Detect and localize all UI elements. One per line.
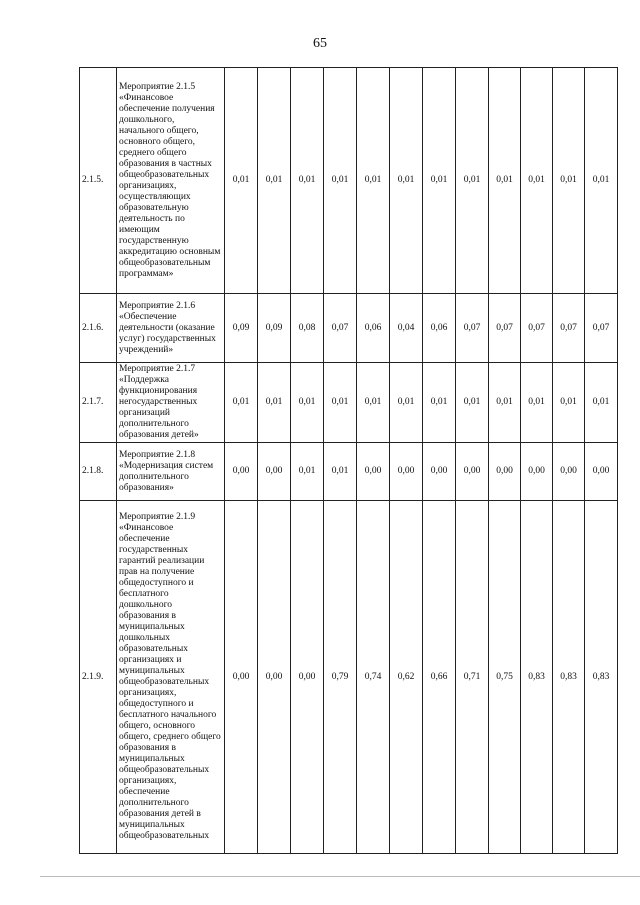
value-cell: 0,07: [456, 294, 489, 363]
row-number: 2.1.7.: [80, 363, 117, 443]
value-cell: 0,83: [521, 501, 553, 854]
value-cell: 0,01: [291, 443, 324, 501]
value-cell: 0,01: [225, 68, 258, 294]
value-cell: 0,00: [585, 443, 618, 501]
row-number: 2.1.5.: [80, 68, 117, 294]
value-cell: 0,01: [585, 363, 618, 443]
value-cell: 0,01: [258, 68, 291, 294]
table-body: [80, 68, 618, 854]
value-cell: 0,00: [291, 501, 324, 854]
value-cell: 0,01: [258, 363, 291, 443]
table-row: [80, 443, 618, 501]
row-number: 2.1.8.: [80, 443, 117, 501]
value-cell: 0,01: [521, 68, 553, 294]
value-cell: 0,00: [456, 443, 489, 501]
table-row: [80, 294, 618, 363]
measure-description: Мероприятие 2.1.8 «Модернизация систем дополнительного образования»: [117, 443, 225, 501]
measure-description: Мероприятие 2.1.5 «Финансовое обеспечение получения дошкольного, начального общего, основного общего, среднего общего образования в частных общеобразовательных организациях, осуществляющих образовательную деятельность по имеющим государственную аккредитацию основным общеобразовательным программам»: [117, 68, 225, 294]
value-cell: 0,07: [521, 294, 553, 363]
value-cell: 0,62: [390, 501, 423, 854]
value-cell: 0,01: [423, 363, 456, 443]
value-cell: 0,71: [456, 501, 489, 854]
value-cell: 0,07: [585, 294, 618, 363]
value-cell: 0,83: [585, 501, 618, 854]
value-cell: 0,07: [324, 294, 357, 363]
value-cell: 0,01: [357, 68, 390, 294]
value-cell: 0,01: [324, 68, 357, 294]
table-row: [80, 363, 618, 443]
value-cell: 0,01: [291, 363, 324, 443]
value-cell: 0,00: [225, 501, 258, 854]
value-cell: 0,75: [489, 501, 521, 854]
value-cell: 0,01: [456, 363, 489, 443]
value-cell: 0,01: [324, 443, 357, 501]
value-cell: 0,04: [390, 294, 423, 363]
value-cell: 0,01: [423, 68, 456, 294]
value-cell: 0,01: [225, 363, 258, 443]
value-cell: 0,01: [291, 68, 324, 294]
row-number: 2.1.9.: [80, 501, 117, 854]
value-cell: 0,07: [553, 294, 585, 363]
value-cell: 0,01: [390, 68, 423, 294]
value-cell: 0,00: [258, 443, 291, 501]
value-cell: 0,00: [258, 501, 291, 854]
value-cell: 0,00: [357, 443, 390, 501]
value-cell: 0,08: [291, 294, 324, 363]
value-cell: 0,00: [489, 443, 521, 501]
value-cell: 0,07: [489, 294, 521, 363]
value-cell: 0,09: [225, 294, 258, 363]
value-cell: 0,00: [553, 443, 585, 501]
value-cell: 0,00: [521, 443, 553, 501]
value-cell: 0,06: [423, 294, 456, 363]
value-cell: 0,66: [423, 501, 456, 854]
value-cell: 0,09: [258, 294, 291, 363]
measure-description: Мероприятие 2.1.6 «Обеспечение деятельности (оказание услуг) государственных учреждений»: [117, 294, 225, 363]
value-cell: 0,01: [324, 363, 357, 443]
scan-edge-line: [40, 876, 640, 877]
value-cell: 0,01: [585, 68, 618, 294]
value-cell: 0,00: [423, 443, 456, 501]
value-cell: 0,01: [489, 68, 521, 294]
table-row: [80, 68, 618, 294]
value-cell: 0,01: [489, 363, 521, 443]
page-number: 65: [313, 36, 327, 51]
row-number: 2.1.6.: [80, 294, 117, 363]
data-table: [79, 67, 618, 854]
value-cell: 0,01: [357, 363, 390, 443]
value-cell: 0,06: [357, 294, 390, 363]
value-cell: 0,83: [553, 501, 585, 854]
value-cell: 0,01: [390, 363, 423, 443]
value-cell: 0,74: [357, 501, 390, 854]
value-cell: 0,01: [521, 363, 553, 443]
value-cell: 0,01: [553, 363, 585, 443]
value-cell: 0,01: [553, 68, 585, 294]
value-cell: 0,79: [324, 501, 357, 854]
value-cell: 0,00: [390, 443, 423, 501]
measure-description: Мероприятие 2.1.9 «Финансовое обеспечение государственных гарантий реализации прав на получение общедоступного и бесплатного дошкольного образования в муниципальных дошкольных образовательных организациях и муниципальных общеобразовательных организациях, общедоступного и бесплатного начального общего, основного общего, среднего общего образования в муниципальных общеобразовательных организациях, обеспечение дополнительного образования детей в муниципальных общеобразовательных: [117, 501, 225, 854]
measure-description: Мероприятие 2.1.7 «Поддержка функционирования негосударственных организаций дополнительного образования детей»: [117, 363, 225, 443]
table-row: [80, 501, 618, 854]
value-cell: 0,01: [456, 68, 489, 294]
value-cell: 0,00: [225, 443, 258, 501]
